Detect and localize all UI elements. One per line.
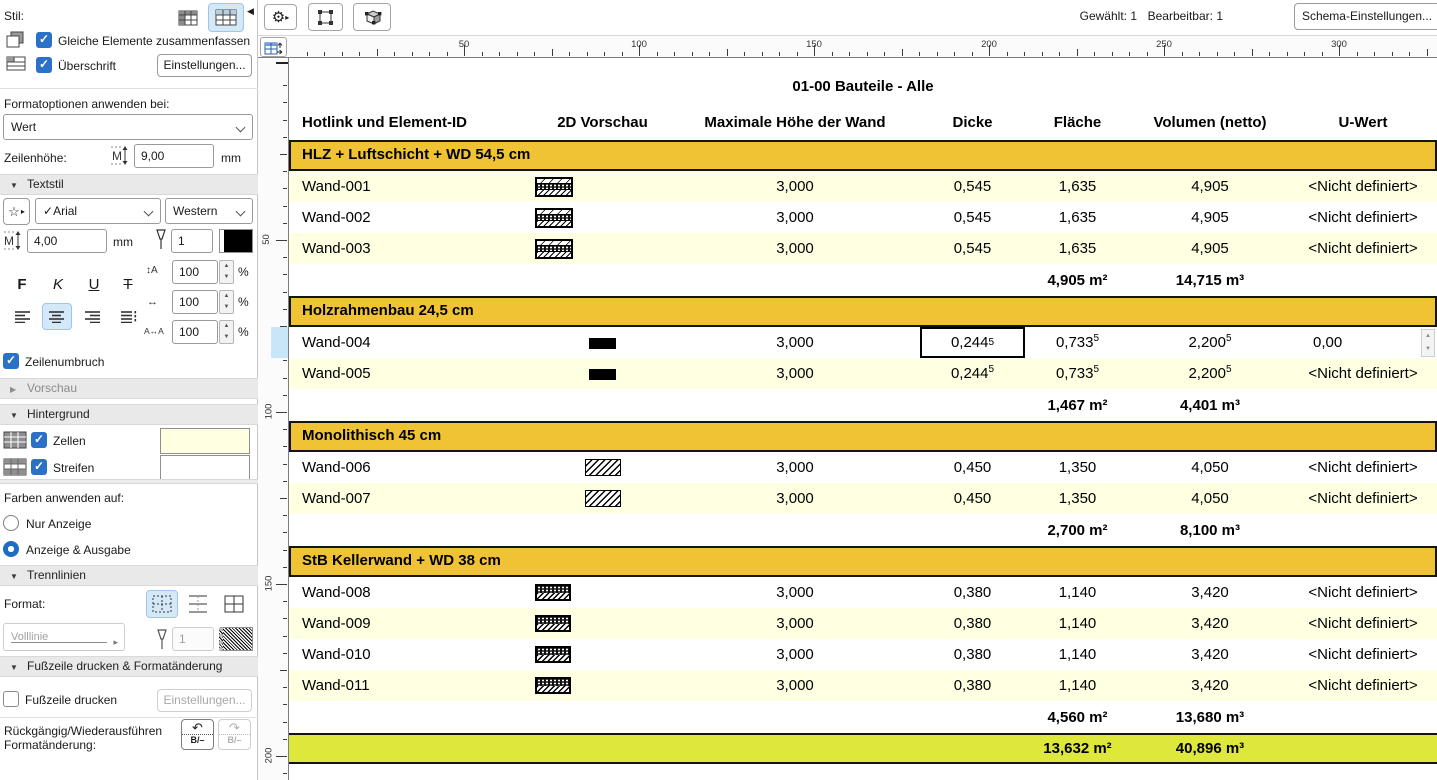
grid-all-icon [224, 595, 244, 613]
cell-element-id[interactable]: Wand-007 [302, 490, 371, 507]
cell-element-id[interactable]: Wand-005 [302, 365, 371, 382]
letter-spacing-icon: A↔A [144, 326, 164, 336]
footer-settings-button[interactable]: Einstellungen... [157, 689, 252, 712]
wall-hatch-hlz-icon [535, 208, 573, 228]
align-justify-button[interactable] [114, 303, 144, 330]
redo-icon: ↷ [229, 720, 240, 735]
cell-area[interactable]: 1,350 [1058, 459, 1097, 476]
cell-area[interactable]: 1,140 [1058, 584, 1097, 601]
separator-style-all-button[interactable] [218, 590, 250, 618]
format-options-label: Formatoptionen anwenden bei: [4, 97, 170, 111]
group-header[interactable]: Holzrahmenbau 24,5 cm [289, 296, 1437, 327]
subtotal-volume: 13,680 m³ [1175, 708, 1245, 726]
cell-volume[interactable]: 4,050 [1191, 490, 1229, 507]
active-row-indicator [271, 327, 288, 358]
section-trennlinien-label: Trennlinien [27, 568, 86, 582]
table-row[interactable] [289, 202, 1437, 233]
table-row[interactable] [289, 452, 1437, 483]
divider [0, 717, 258, 718]
font-family-value: Arial [53, 204, 78, 218]
cell-volume[interactable]: 4,050 [1191, 459, 1229, 476]
stripes-checkbox[interactable] [31, 459, 47, 475]
line-sample [11, 642, 107, 643]
flyout-arrow-icon: ▸ [20, 207, 25, 216]
col-header-element-id[interactable]: Hotlink und Element-ID [302, 113, 467, 131]
cell-2d-preview[interactable] [535, 677, 670, 694]
line-spacing-icon: ↕A [146, 265, 158, 276]
cell-element-id[interactable]: Wand-001 [302, 178, 371, 195]
align-center-button[interactable] [42, 303, 72, 330]
svg-text:M: M [112, 149, 122, 163]
cell-area[interactable]: 1,140 [1058, 646, 1097, 663]
cell-uvalue[interactable]: <Nicht definiert> [1308, 209, 1418, 226]
cell-area[interactable]: 0,733$^5$ [1055, 333, 1100, 351]
cell-volume[interactable]: 2,200$^5$ [1188, 333, 1232, 351]
stil-label: Stil: [4, 9, 25, 23]
col-header-thickness[interactable]: Dicke [952, 113, 993, 131]
undo-icon: ↶ [192, 720, 203, 735]
cell-2d-preview[interactable] [535, 239, 670, 259]
table-style-grid-button[interactable] [208, 3, 244, 32]
apply-colors-label: Farben anwenden auf: [4, 491, 125, 505]
cell-thickness[interactable]: 0,244$^5$ [950, 364, 995, 382]
cell-volume[interactable]: 3,420 [1191, 584, 1229, 601]
section-fusszeile[interactable] [0, 656, 258, 677]
cell-max-height[interactable]: 3,000 [776, 334, 814, 351]
grand-total-row[interactable] [289, 733, 1437, 764]
wall-hatch-solid-icon [589, 338, 616, 349]
cell-volume[interactable]: 4,905 [1191, 209, 1229, 226]
cell-max-height[interactable]: 3,000 [776, 365, 814, 382]
schedule-header-row [289, 104, 1437, 140]
print-footer-checkbox[interactable] [3, 691, 19, 707]
cell-thickness[interactable]: 0,380 [953, 615, 992, 632]
undo-redo-label-line2: Formatänderung: [4, 738, 97, 752]
table-row[interactable] [289, 171, 1437, 202]
table-row[interactable] [289, 670, 1437, 701]
cell-element-id[interactable]: Wand-006 [302, 459, 371, 476]
table-row[interactable] [289, 639, 1437, 670]
cell-2d-preview[interactable] [535, 459, 670, 477]
subtotal-area: 4,560 m² [1047, 708, 1108, 726]
collapse-panel-icon[interactable]: ◀ [247, 6, 254, 16]
line-spacing-input[interactable]: 100 [172, 260, 218, 284]
font-size-input[interactable]: 4,00 [27, 229, 107, 253]
schema-settings-button[interactable]: Schema-Einstellungen... [1294, 3, 1437, 30]
heading-checkbox[interactable] [36, 57, 52, 73]
cell-area[interactable]: 1,635 [1058, 209, 1097, 226]
schedule-title: 01-00 Bauteile - Alle [792, 78, 934, 95]
section-hintergrund-label: Hintergrund [27, 407, 90, 421]
cell-area[interactable]: 1,140 [1058, 615, 1097, 632]
italic-button[interactable] [44, 271, 72, 298]
total-area: 13,632 m² [1043, 740, 1112, 757]
table-style-compact-button[interactable] [172, 4, 203, 31]
cell-2d-preview[interactable] [535, 334, 670, 351]
line-spacing-unit: % [238, 265, 249, 279]
row-height-label: Zeilenhöhe: [4, 151, 67, 165]
format-options-value: Wert [11, 120, 37, 134]
separator-style-horizontal-button[interactable] [182, 590, 214, 618]
cell-thickness[interactable]: 0,450 [953, 490, 992, 507]
cell-max-height[interactable]: 3,000 [776, 459, 814, 476]
align-left-button[interactable] [8, 303, 38, 330]
redo-format-button[interactable] [218, 719, 251, 750]
print-footer-label: Fußzeile drucken [25, 693, 118, 707]
char-width-unit: % [238, 295, 249, 309]
cell-thickness[interactable]: 0,380 [953, 677, 992, 694]
cell-max-height[interactable]: 3,000 [776, 646, 814, 663]
pen-icon [156, 628, 167, 650]
section-textstil-label: Textstil [27, 177, 64, 191]
rounding-superscript: 5 [1093, 364, 1100, 375]
cell-uvalue[interactable]: <Nicht definiert> [1308, 584, 1418, 601]
word-wrap-label: Zeilenumbruch [25, 355, 105, 369]
font-check-icon: ✓ [43, 204, 54, 218]
cell-volume[interactable]: 2,200$^5$ [1188, 364, 1232, 382]
grid-dotted-icon [152, 595, 172, 613]
thickness-value: 0,244 [950, 334, 989, 351]
cell-2d-preview[interactable] [535, 490, 670, 508]
undo-redo-label-line1: Rückgängig/Wiederausführen [4, 724, 163, 738]
subtotal-area: 2,700 m² [1047, 521, 1108, 539]
table-row[interactable] [289, 577, 1437, 608]
heading-label: Überschrift [58, 59, 117, 73]
cell-uvalue[interactable]: <Nicht definiert> [1308, 459, 1418, 476]
cell-element-id[interactable]: Wand-008 [302, 584, 371, 601]
cells-checkbox[interactable] [31, 432, 47, 448]
line-spacing-stepper[interactable]: ▲ ▼ [219, 260, 234, 284]
text-pen-input[interactable]: 1 [171, 229, 213, 253]
ruler-origin-button[interactable] [260, 37, 287, 57]
favorite-star-button[interactable] [3, 198, 30, 225]
stripes-color-swatch[interactable] [160, 455, 250, 481]
col-header-2d-preview[interactable]: 2D Vorschau [557, 113, 648, 131]
font-family-select[interactable] [35, 198, 161, 224]
cell-element-id[interactable]: Wand-009 [302, 615, 371, 632]
cell-max-height[interactable]: 3,000 [776, 178, 814, 195]
cell-uvalue-editor[interactable]: 0,00 [1313, 334, 1343, 351]
subtotal-volume: 8,100 m³ [1179, 521, 1241, 539]
cell-area[interactable]: 0,733$^5$ [1055, 364, 1100, 382]
section-vorschau[interactable] [0, 378, 258, 399]
undo-format-button[interactable] [181, 719, 214, 750]
cell-area[interactable]: 1,635 [1058, 178, 1097, 195]
cell-max-height[interactable]: 3,000 [776, 240, 814, 257]
align-center-icon [49, 311, 65, 323]
cell-2d-preview[interactable] [535, 646, 670, 663]
section-expanded-icon: ▼ [10, 663, 18, 672]
v-ruler[interactable]: 50 100 150 200 [258, 58, 288, 780]
section-expanded-icon: ▼ [10, 572, 18, 581]
star-icon: ☆ [8, 203, 20, 219]
cell-area[interactable]: 1,635 [1058, 240, 1097, 257]
bold-button[interactable] [8, 271, 36, 298]
flyout-arrow-icon: ▸ [113, 637, 118, 647]
gear-icon: ⚙ [271, 9, 286, 26]
strikethrough-icon: T [123, 276, 133, 293]
table-origin-icon [264, 40, 283, 55]
cell-volume[interactable]: 3,420 [1191, 646, 1229, 663]
align-left-icon [15, 311, 31, 323]
separator-style-dotted-button[interactable] [146, 590, 178, 618]
subtotal-area: 4,905 m² [1047, 271, 1108, 289]
rounding-superscript: 5 [1225, 364, 1232, 375]
word-wrap-checkbox[interactable] [3, 353, 19, 369]
element-cube-icon [361, 8, 383, 26]
table-row[interactable] [289, 608, 1437, 639]
col-header-uvalue[interactable]: U-Wert [1338, 113, 1388, 131]
cell-2d-preview[interactable] [535, 365, 670, 382]
cell-max-height[interactable]: 3,000 [776, 209, 814, 226]
cell-max-height[interactable]: 3,000 [776, 615, 814, 632]
underline-button[interactable] [80, 271, 108, 298]
chevron-down-icon [236, 207, 246, 217]
line-type-select[interactable] [3, 623, 125, 651]
cell-thickness[interactable]: 0,380 [953, 584, 992, 601]
group-subtotal-row[interactable] [289, 701, 1437, 733]
cell-2d-preview[interactable] [535, 177, 670, 197]
wall-hatch-hlz-icon [535, 177, 573, 197]
editable-count: Bearbeitbar: 1 [1147, 9, 1223, 23]
wall-hatch-diagonal-icon [585, 459, 621, 476]
cell-uvalue[interactable]: <Nicht definiert> [1308, 178, 1418, 195]
separator-format-label: Format: [4, 597, 46, 611]
schedule-viewport [288, 58, 1437, 780]
line-type-value: Volllinie [11, 631, 49, 643]
section-textstil[interactable] [0, 174, 258, 195]
cell-element-id[interactable]: Wand-011 [302, 677, 370, 694]
cell-area[interactable]: 1,350 [1058, 490, 1097, 507]
heading-settings-button[interactable]: Einstellungen... [157, 54, 252, 77]
cells-fill-icon [3, 431, 27, 449]
cell-uvalue[interactable]: <Nicht definiert> [1308, 615, 1418, 632]
cell-2d-preview[interactable] [535, 584, 670, 601]
group-header[interactable]: StB Kellerwand + WD 38 cm [289, 546, 1437, 577]
rounding-superscript: 5 [988, 364, 995, 375]
wall-hatch-hlz-icon [535, 239, 573, 259]
letter-spacing-input[interactable]: 100 [172, 320, 218, 344]
group-subtotal-row[interactable] [289, 514, 1437, 546]
cell-max-height[interactable]: 3,000 [776, 677, 814, 694]
separator-pattern-swatch[interactable] [219, 627, 253, 651]
char-width-icon: ↔ [147, 296, 158, 308]
display-only-radio[interactable] [3, 515, 19, 531]
cell-volume[interactable]: 4,905 [1191, 178, 1229, 195]
section-expanded-icon: ▼ [10, 181, 18, 190]
cell-thickness[interactable]: 0,545 [953, 178, 992, 195]
format-sidebar [0, 0, 258, 780]
col-header-max-height[interactable]: Maximale Höhe der Wand [704, 113, 886, 131]
stripes-label: Streifen [53, 461, 95, 475]
char-width-stepper[interactable]: ▲ ▼ [219, 290, 234, 314]
wall-hatch-stb-icon [535, 677, 571, 694]
cell-max-height[interactable]: 3,000 [776, 490, 814, 507]
schedule-toolbar [258, 0, 1437, 36]
table-grid-icon [215, 9, 237, 26]
cell-uvalue[interactable]: <Nicht definiert> [1308, 646, 1418, 663]
section-fusszeile-label: Fußzeile drucken & Formatänderung [27, 659, 223, 673]
group-subtotal-row[interactable] [289, 389, 1437, 421]
letter-spacing-stepper[interactable]: ▲ ▼ [219, 320, 234, 344]
wall-hatch-solid-icon [589, 369, 616, 380]
char-width-input[interactable]: 100 [172, 290, 218, 314]
cells-color-swatch[interactable] [160, 428, 250, 454]
cell-max-height[interactable]: 3,000 [776, 584, 814, 601]
section-expanded-icon: ▼ [10, 411, 18, 420]
bold-icon: F [17, 276, 27, 293]
cell-volume[interactable]: 4,905 [1191, 240, 1229, 257]
display-only-label: Nur Anzeige [26, 517, 92, 531]
row-height-icon [110, 146, 130, 165]
subtotal-area: 1,467 m² [1047, 396, 1108, 414]
section-hintergrund[interactable] [0, 404, 258, 425]
selection-square-icon [316, 8, 335, 26]
svg-text:M: M [4, 234, 14, 248]
wall-hatch-stb-icon [535, 615, 571, 632]
undo-format-text: B/– [182, 734, 213, 745]
merge-elements-label: Gleiche Elemente zusammenfassen [58, 34, 251, 48]
table-row[interactable] [289, 358, 1437, 389]
align-right-button[interactable] [78, 303, 108, 330]
total-volume: 40,896 m³ [1175, 740, 1245, 757]
display-and-output-radio[interactable] [3, 541, 19, 557]
wall-hatch-stb-icon [535, 584, 571, 601]
wall-hatch-diagonal-icon [585, 490, 621, 507]
uvalue-stepper[interactable]: ▲ ▼ [1421, 329, 1435, 357]
cell-thickness[interactable]: 0,545 [953, 240, 992, 257]
letter-spacing-unit: % [238, 325, 249, 339]
cell-thickness[interactable]: 0,450 [953, 459, 992, 476]
cell-element-id[interactable]: Wand-003 [302, 240, 371, 257]
cell-thickness[interactable]: 0,380 [953, 646, 992, 663]
merge-elements-icon [6, 31, 26, 49]
pen-icon [155, 228, 166, 250]
italic-icon: K [52, 276, 63, 293]
section-trennlinien[interactable] [0, 565, 258, 586]
select-elements-button[interactable] [308, 3, 343, 31]
cell-uvalue[interactable]: <Nicht definiert> [1308, 677, 1418, 694]
section-vorschau-label: Vorschau [27, 381, 78, 395]
cell-uvalue[interactable]: <Nicht definiert> [1308, 240, 1418, 257]
underline-icon: U [88, 276, 100, 293]
format-options-select[interactable] [3, 114, 253, 140]
cell-uvalue[interactable]: <Nicht definiert> [1308, 365, 1418, 382]
settings-flyout-button[interactable] [264, 4, 297, 30]
cell-thickness[interactable]: 0,545 [953, 209, 992, 226]
table-row[interactable] [289, 233, 1437, 264]
cell-element-id[interactable]: Wand-002 [302, 209, 371, 226]
font-script-value: Western [173, 204, 218, 218]
cell-element-id[interactable]: Wand-010 [302, 646, 371, 663]
group-subtotal-row[interactable] [289, 264, 1437, 296]
cell-volume[interactable]: 3,420 [1191, 615, 1229, 632]
font-size-unit: mm [113, 235, 133, 249]
col-header-area[interactable]: Fläche [1053, 113, 1102, 131]
cell-thickness-focused[interactable]: 0,244 5 [920, 327, 1025, 358]
row-height-unit: mm [221, 151, 241, 165]
redo-format-text: B/– [219, 734, 250, 745]
rounding-superscript: 5 [1225, 333, 1232, 344]
cell-2d-preview[interactable] [535, 615, 670, 632]
subtotal-volume: 14,715 m³ [1175, 271, 1245, 289]
flyout-arrow-icon: ▸ [285, 12, 290, 22]
heading-icon [6, 56, 26, 71]
h-ruler[interactable]: 50 100 150 200 250 300 [258, 36, 1437, 58]
wall-hatch-stb-icon [535, 646, 571, 663]
cell-element-id[interactable]: Wand-004 [302, 334, 371, 351]
align-right-icon [85, 311, 101, 323]
font-script-select[interactable] [165, 198, 253, 224]
chevron-down-icon [236, 123, 246, 133]
text-color-swatch[interactable] [219, 229, 253, 253]
divider [0, 479, 258, 484]
table-row[interactable] [289, 483, 1437, 514]
selected-count: Gewählt: 1 [1079, 9, 1137, 23]
cell-uvalue[interactable]: <Nicht definiert> [1308, 490, 1418, 507]
align-justify-icon [121, 311, 137, 323]
table-row-selected[interactable] [289, 327, 1437, 358]
cell-volume[interactable]: 3,420 [1191, 677, 1229, 694]
chevron-down-icon [144, 207, 154, 217]
rounding-superscript: 5 [1093, 333, 1100, 344]
merge-elements-checkbox[interactable] [36, 32, 52, 48]
show-in-3d-button[interactable] [353, 3, 391, 31]
stripes-fill-icon [3, 458, 27, 476]
row-height-input[interactable]: 9,00 [134, 144, 214, 168]
subtotal-volume: 4,401 m³ [1179, 396, 1241, 414]
strikethrough-button[interactable] [114, 271, 142, 298]
divider [0, 88, 258, 89]
display-and-output-label: Anzeige & Ausgabe [26, 543, 131, 557]
cells-label: Zellen [53, 434, 86, 448]
font-size-icon [3, 231, 23, 250]
cell-2d-preview[interactable] [535, 208, 670, 228]
group-header[interactable]: Monolithisch 45 cm [289, 421, 1437, 452]
col-header-volume[interactable]: Volumen (netto) [1153, 113, 1267, 131]
separator-pen-input[interactable]: 1 [172, 627, 214, 651]
group-header[interactable]: HLZ + Luftschicht + WD 54,5 cm [289, 140, 1437, 171]
cell-area[interactable]: 1,140 [1058, 677, 1097, 694]
grid-horizontal-icon [188, 595, 208, 613]
section-collapsed-icon: ▶ [10, 385, 17, 394]
table-dark-icon [178, 10, 198, 26]
